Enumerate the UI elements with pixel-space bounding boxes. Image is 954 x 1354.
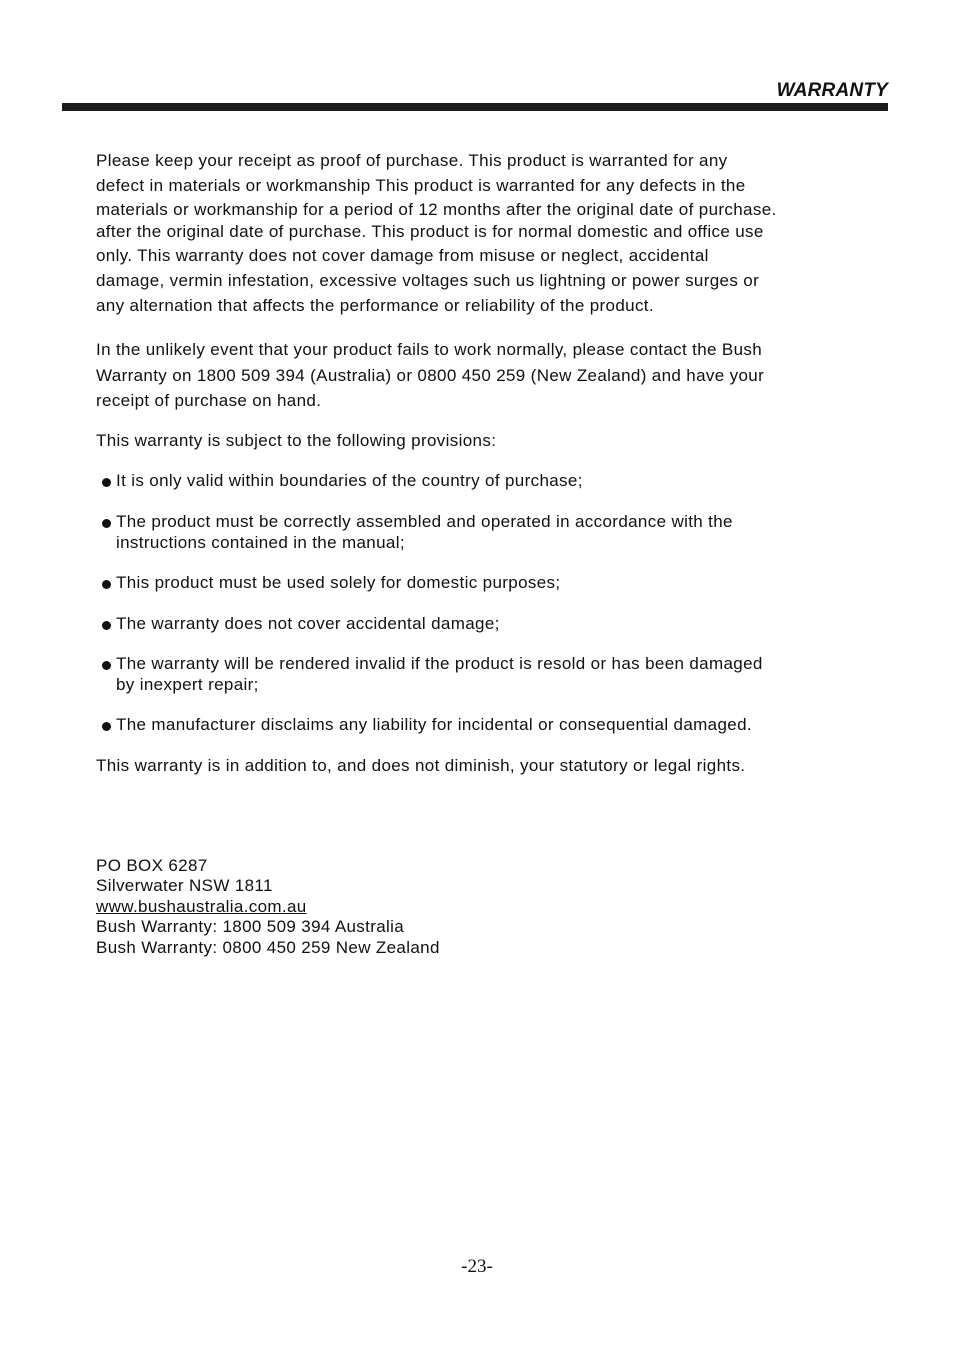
provision-item xyxy=(102,573,862,594)
provision-item xyxy=(102,614,862,635)
provisions-intro: This warranty is subject to the following provisions: xyxy=(96,431,497,450)
bullet-icon xyxy=(102,621,111,630)
warranty-paragraph-1 xyxy=(96,149,871,318)
header-rule xyxy=(62,103,888,111)
bullet-icon xyxy=(102,722,111,731)
provision-item xyxy=(102,715,862,736)
provision-line: The manufacturer disclaims any liability for incidental or consequential damaged. xyxy=(116,715,752,734)
provision-item xyxy=(102,471,862,492)
paragraph-line: only. This warranty does not cover damage from misuse or neglect, accidental xyxy=(96,246,709,266)
bullet-icon xyxy=(102,580,111,589)
bullet-icon xyxy=(102,478,111,487)
provision-line: The warranty does not cover accidental damage; xyxy=(116,614,500,633)
provision-line: This product must be used solely for domestic purposes; xyxy=(116,573,561,592)
paragraph-line: Warranty on 1800 509 394 (Australia) or 0800 450 259 (New Zealand) and have your xyxy=(96,365,765,385)
suburb: Silverwater NSW 1811 xyxy=(96,876,273,896)
paragraph-line: after the original date of purchase. This product is for normal domestic and office use xyxy=(96,221,764,241)
warranty-paragraph-2 xyxy=(96,337,871,414)
new-zealand-warranty-phone: Bush Warranty: 0800 450 259 New Zealand xyxy=(96,937,440,957)
provision-item xyxy=(102,654,862,695)
bullet-icon xyxy=(102,519,111,528)
page-number: -23- xyxy=(461,1256,493,1277)
paragraph-line: In the unlikely event that your product fails to work normally, please contact the Bush xyxy=(96,340,763,359)
paragraph-line: any alternation that affects the performance or reliability of the product. xyxy=(96,295,654,315)
provision-line: The warranty will be rendered invalid if the product is resold or has been damaged xyxy=(116,654,763,673)
paragraph-line: receipt of purchase on hand. xyxy=(96,391,322,410)
provision-line: It is only valid within boundaries of the country of purchase; xyxy=(116,471,583,490)
paragraph-line: defect in materials or workmanship This product is warranted for any defects in the xyxy=(96,175,746,195)
paragraph-line: materials or workmanship for a period of 12 months after the original date of purchase. xyxy=(96,200,777,220)
bullet-icon xyxy=(102,661,111,670)
po-box: PO BOX 6287 xyxy=(96,856,208,875)
provision-line: by inexpert repair; xyxy=(116,674,259,694)
contact-address xyxy=(96,856,440,958)
closing-statement: This warranty is in addition to, and does not diminish, your statutory or legal rights. xyxy=(96,756,746,775)
website-link[interactable]: www.bushaustralia.com.au xyxy=(96,896,307,916)
provision-line: instructions contained in the manual; xyxy=(116,532,405,552)
provision-item xyxy=(102,512,862,553)
paragraph-line: damage, vermin infestation, excessive voltages such us lightning or power surges or xyxy=(96,270,760,290)
provision-line: The product must be correctly assembled and operated in accordance with the xyxy=(116,512,733,531)
section-title: WARRANTY xyxy=(776,80,888,101)
australia-warranty-phone: Bush Warranty: 1800 509 394 Australia xyxy=(96,917,405,937)
paragraph-line: Please keep your receipt as proof of purchase. This product is warranted for any xyxy=(96,151,728,170)
